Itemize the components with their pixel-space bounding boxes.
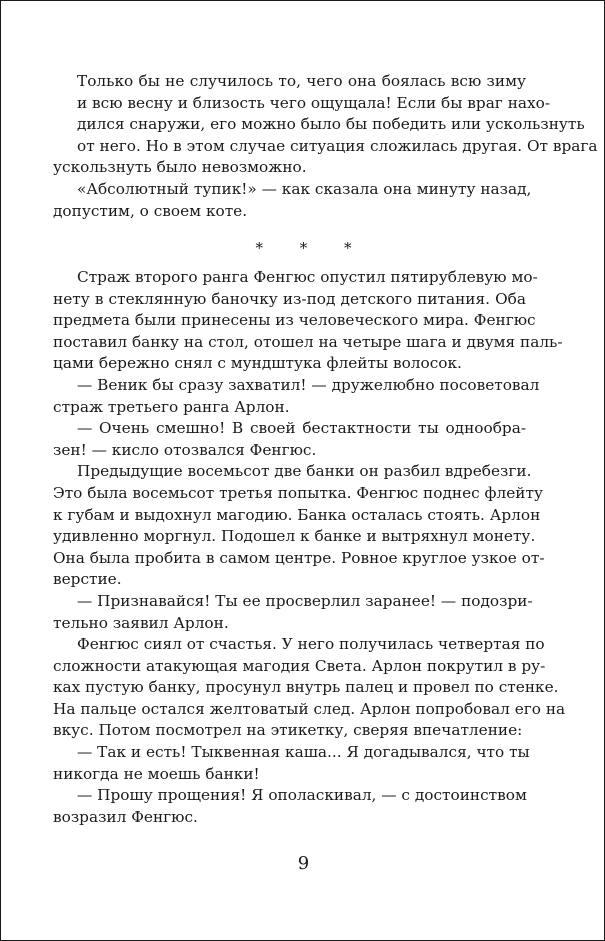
text-line: зен! — кисло отозвался Фенгюс.	[53, 440, 317, 459]
text-line: никогда не моешь банки!	[53, 764, 260, 783]
text-line: цами бережно снял с мундштука флейты волосок.	[53, 354, 462, 373]
text-line: — Признавайся! Ты ее просверлил заранее! — подозри-	[77, 591, 533, 610]
text-line: — Очень смешно! В своей бестактности ты однообра-	[77, 419, 526, 438]
text-block-1	[53, 71, 598, 222]
text-line: удивленно моргнул. Подошел к банке и вытряхнул монету.	[53, 527, 536, 546]
text-line: страж третьего ранга Арлон.	[53, 397, 290, 416]
text-line: ках пустую банку, просунул внутрь палец и провел по стенке.	[53, 678, 559, 697]
text-line: нету в стеклянную баночку из-под детского питания. Оба	[53, 289, 526, 308]
text-line: «Абсолютный тупик!» — как сказала она минуту назад,	[77, 179, 532, 198]
text-line: Страж второго ранга Фенгюс опустил пятирублевую мо-	[77, 268, 538, 286]
section-separator: * * *	[255, 239, 368, 257]
text-line: от него. Но в этом случае ситуация сложилась другая. От врага	[77, 136, 598, 155]
text-line: предмета были принесены из человеческого мира. Фенгюс	[53, 311, 536, 330]
text-line: дился снаружи, его можно было бы победить или ускользнуть	[77, 115, 585, 134]
text-line: верстие.	[53, 570, 122, 589]
text-line: На пальце остался желтоватый след. Арлон попробовал его на	[53, 699, 566, 718]
text-line: к губам и выдохнул магодию. Банка осталась стоять. Арлон	[53, 505, 541, 524]
text-line: Только бы не случилось то, чего она боялась всю зиму	[77, 72, 526, 90]
text-line: допустим, о своем коте.	[53, 201, 248, 220]
text-line: возразил Фенгюс.	[53, 807, 198, 826]
text-line: ускользнуть было невозможно.	[53, 158, 307, 177]
text-line: Фенгюс сиял от счастья. У него получилась четвертая по	[77, 635, 545, 654]
text-line: тельно заявил Арлон.	[53, 613, 229, 632]
text-line: — Веник бы сразу захватил! — дружелюбно посоветовал	[77, 375, 540, 394]
text-line: — Так и есть! Тыквенная каша... Я догадывался, что ты	[77, 743, 530, 762]
text-line: Она была пробита в самом центре. Ровное круглое узкое от-	[53, 548, 545, 567]
text-line: Предыдущие восемьсот две банки он разбил вдребезги.	[77, 462, 532, 481]
text-line: — Прошу прощения! Я ополаскивал, — с достоинством	[77, 786, 527, 805]
page-number: 9	[297, 853, 310, 874]
text-line: поставил банку на стол, отошел на четыре шага и двумя паль-	[53, 332, 563, 351]
text-line: и всю весну и близость чего ощущала! Если бы враг нахо-	[77, 93, 551, 112]
text-line: вкус. Потом посмотрел на этикетку, сверяя впечатление:	[53, 721, 523, 740]
text-line: сложности атакующая магодия Света. Арлон покрутил в ру-	[53, 656, 546, 675]
text-block-2	[53, 267, 566, 828]
text-line: Это была восемьсот третья попытка. Фенгюс поднес флейту	[53, 483, 543, 502]
